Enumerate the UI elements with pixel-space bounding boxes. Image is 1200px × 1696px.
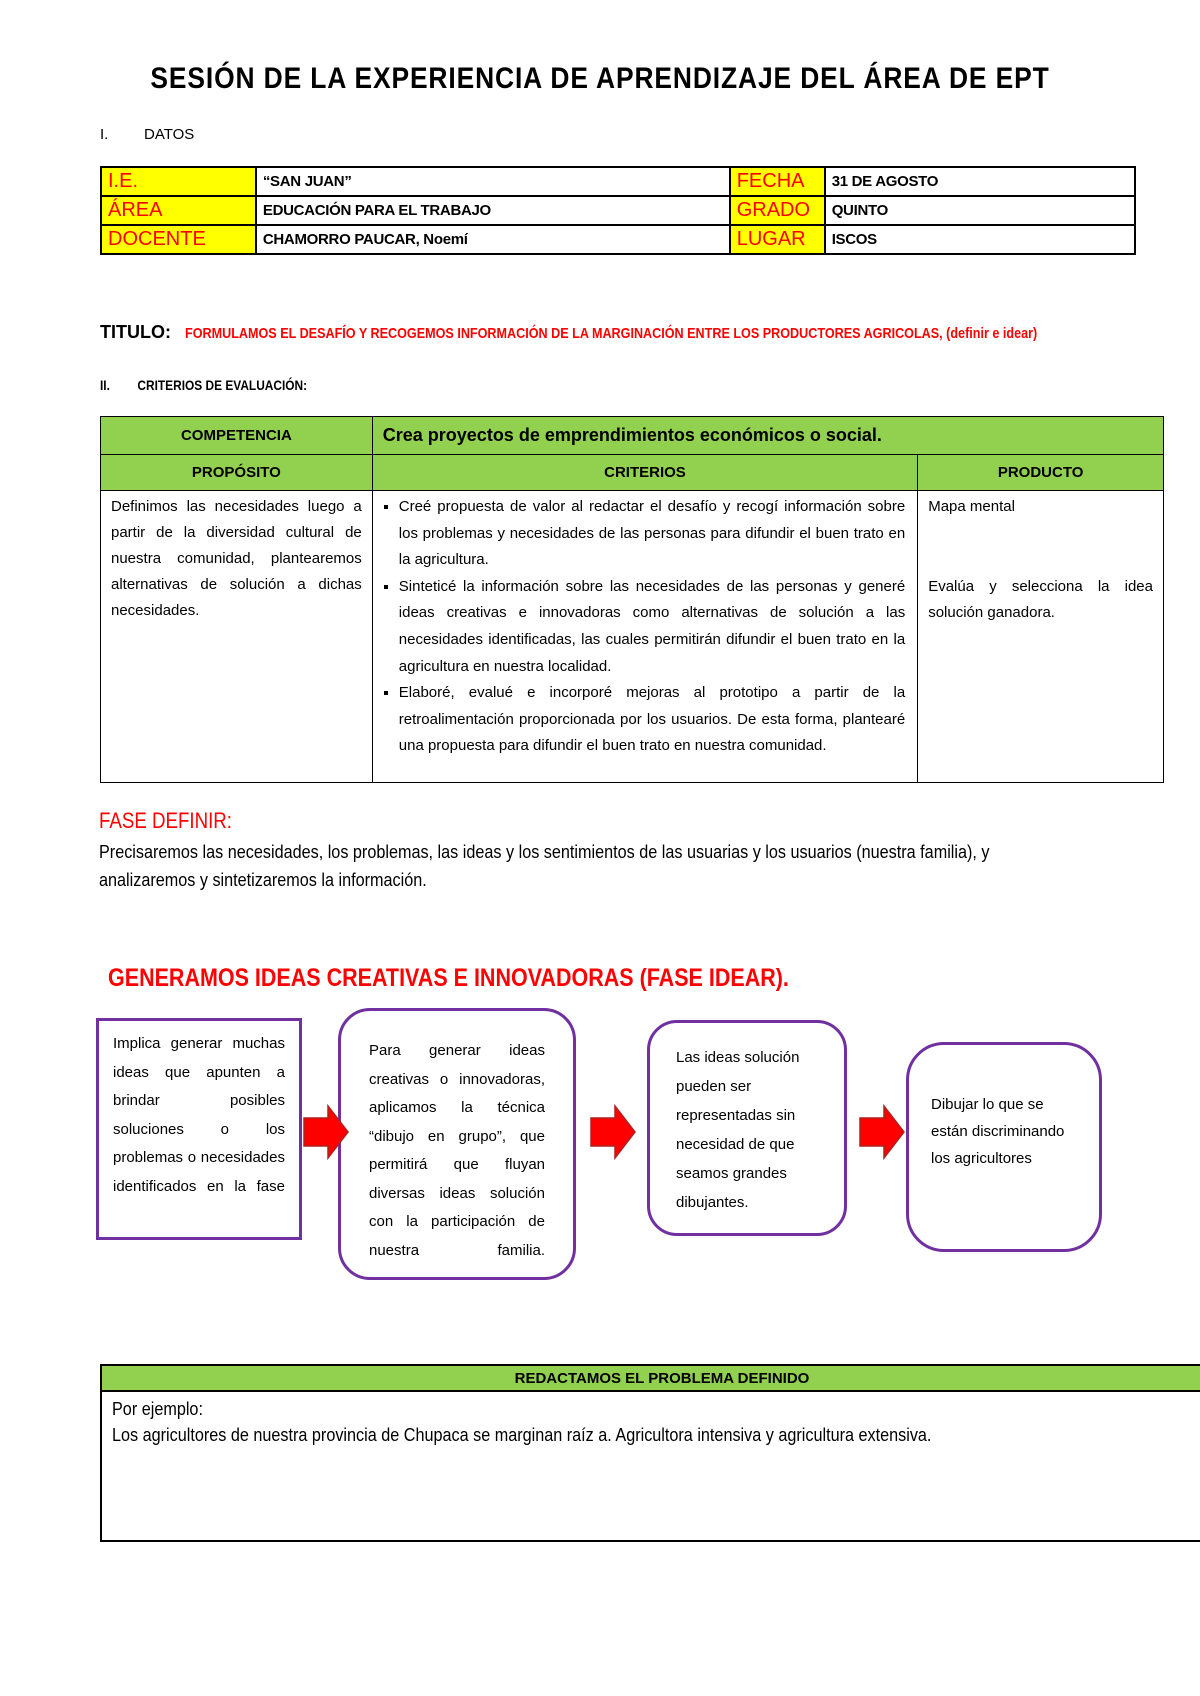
table-row [101, 491, 1164, 783]
ie-value: “SAN JUAN” [256, 167, 730, 196]
fase-definir-text: Precisaremos las necesidades, los problemas, las ideas y los sentimientos de las usuarias y los usuarios (nuestra familia), y analizaremos y sintetizaremos la información. [99, 842, 990, 890]
redactamos-body [101, 1391, 1200, 1541]
idea-box-4: Dibujar lo que se están discriminando los agricultores [906, 1042, 1102, 1252]
list-item: ▪ Creé propuesta de valor al redactar el desafío y recogí información sobre los problemas y necesidades de las personas para difundir el buen trato en la agricultura. [399, 494, 905, 574]
criterios-cell [372, 491, 917, 783]
criterios-table [100, 416, 1164, 783]
generamos-heading: GENERAMOS IDEAS CREATIVAS E INNOVADORAS (FASE IDEAR). [108, 964, 789, 992]
header-proposito: PROPÓSITO [101, 455, 373, 491]
area-value: EDUCACIÓN PARA EL TRABAJO [256, 196, 730, 225]
table-row [101, 1365, 1200, 1391]
section-label: DATOS [144, 126, 195, 143]
criterios-list [383, 494, 905, 760]
ie-label: I.E. [101, 167, 256, 196]
redactamos-line: Por ejemplo: [112, 1399, 203, 1419]
competencia-value: Crea proyectos de emprendimientos económicos o social. [372, 417, 1163, 455]
idea-box-3: Las ideas solución pueden ser representadas sin necesidad de que seamos grandes dibujantes. [647, 1020, 847, 1236]
grado-value: QUINTO [825, 196, 1135, 225]
redactamos-heading: REDACTAMOS EL PROBLEMA DEFINIDO [101, 1365, 1200, 1391]
fecha-value: 31 DE AGOSTO [825, 167, 1135, 196]
producto-item: Evalúa y selecciona la idea solución ganadora. [928, 578, 1153, 621]
competencia-label: COMPETENCIA [101, 417, 373, 455]
producto-cell [918, 491, 1164, 783]
section-datos-heading [100, 126, 194, 143]
titulo-text: FORMULAMOS EL DESAFÍO Y RECOGEMOS INFORMACIÓN DE LA MARGINACIÓN ENTRE LOS PRODUCTORES AGRICOLAS, (definir e idear) [184, 325, 1038, 342]
redactamos-line: Los agricultores de nuestra provincia de Chupaca se marginan raíz a. Agricultora intensiva y agricultura extensiva. [112, 1425, 932, 1445]
arrow-right-icon [589, 1104, 637, 1160]
area-label: ÁREA [101, 196, 256, 225]
fecha-label: FECHA [730, 167, 825, 196]
grado-label: GRADO [730, 196, 825, 225]
header-criterios: CRITERIOS [372, 455, 917, 491]
table-row [101, 1391, 1200, 1541]
idea-box-2: Para generar ideas creativas o innovadoras, aplicamos la técnica “dibujo en grupo”, que permitirá que fluyan diversas ideas solución con la participación de nuestra familia. [338, 1008, 576, 1280]
list-item: ▪ Elaboré, evalué e incorporé mejoras al prototipo a partir de la retroalimentación proporcionada por los usuarios. De esta forma, plantearé una propuesta para difundir el buen trato en nuestra comunidad. [399, 680, 905, 760]
docente-value: CHAMORRO PAUCAR, Noemí [256, 225, 730, 254]
table-header-row [101, 455, 1164, 491]
titulo-label: TITULO: [100, 322, 171, 342]
table-row [101, 225, 1135, 254]
redactamos-table [100, 1364, 1200, 1542]
section-label: CRITERIOS DE EVALUACIÓN: [137, 377, 308, 393]
header-producto: PRODUCTO [918, 455, 1164, 491]
table-row [101, 196, 1135, 225]
datos-table [100, 166, 1136, 255]
idea-box-1: Implica generar muchas ideas que apunten a brindar posibles soluciones o los problemas o necesidades identificados en la fase [96, 1018, 302, 1240]
lugar-label: LUGAR [730, 225, 825, 254]
proposito-cell: Definimos las necesidades luego a partir de la diversidad cultural de nuestra comunidad, plantearemos alternativas de solución a dichas necesidades. [101, 491, 373, 783]
section-number: II. [100, 377, 110, 393]
session-title [100, 322, 1160, 343]
docente-label: DOCENTE [101, 225, 256, 254]
table-row [101, 167, 1135, 196]
fase-definir-heading: FASE DEFINIR: [99, 808, 233, 833]
section-number: I. [100, 126, 109, 143]
table-row [101, 417, 1164, 455]
page-title: SESIÓN DE LA EXPERIENCIA DE APRENDIZAJE DEL ÁREA DE EPT [150, 62, 1050, 95]
producto-item: Mapa mental [928, 498, 1015, 515]
arrow-right-icon [302, 1104, 350, 1160]
arrow-right-icon [858, 1104, 906, 1160]
section-criterios-heading [100, 377, 307, 393]
lugar-value: ISCOS [825, 225, 1135, 254]
list-item: ▪ Sinteticé la información sobre las necesidades de las personas y generé ideas creativas e innovadoras como alternativas de solución a las necesidades identificadas, las cuales permitirán difundir el buen trato en la agricultura en nuestra localidad. [399, 574, 905, 680]
